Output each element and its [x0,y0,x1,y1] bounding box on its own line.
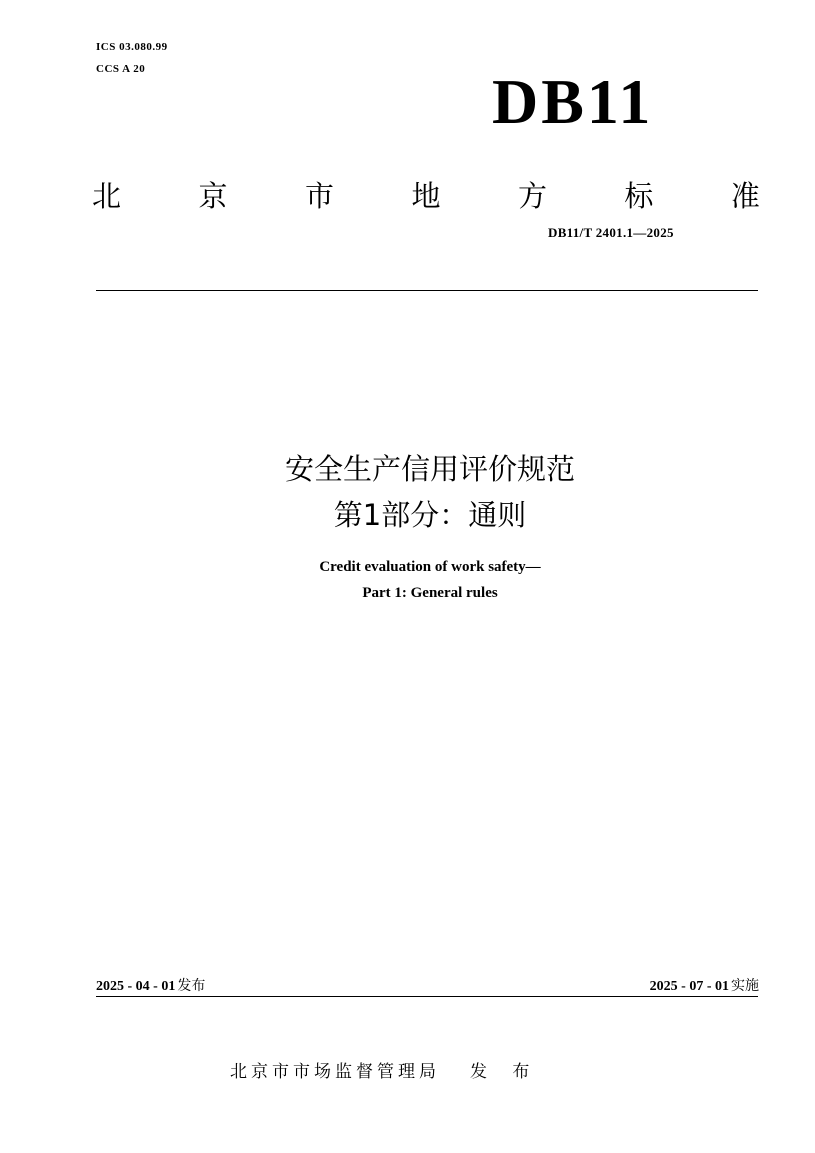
title-cn-line1: 安全生产信用评价规范 [284,452,575,486]
local-standard-heading [92,179,760,213]
ccs-code: CCS A 20 [96,63,146,75]
issue-date: 2025 - 04 - 01 [96,979,176,994]
bottom-divider [96,996,758,997]
heading-char: 准 [730,179,760,213]
title-en [0,554,815,606]
title-en-line2: Part 1: General rules [362,585,498,601]
publisher-name: 北京市市场监督管理局 [230,1062,440,1082]
heading-char: 方 [517,179,547,213]
standard-code-db11: DB11 [492,66,654,137]
title-en-line1: Credit evaluation of work safety— [319,559,541,575]
publisher-word: 发 布 [470,1062,540,1082]
title-block [0,446,815,606]
issue-label: 发布 [177,978,206,994]
heading-char: 市 [304,179,334,213]
heading-char: 地 [411,179,441,213]
ics-code: ICS 03.080.99 [96,41,168,53]
heading-char: 北 [92,179,122,213]
top-divider [96,290,758,291]
implement-label: 实施 [731,978,759,994]
issue-date-block [96,975,205,995]
implement-date-block [650,975,759,995]
implement-date: 2025 - 07 - 01 [649,979,729,994]
standard-number: DB11/T 2401.1—2025 [548,225,674,240]
heading-char: 京 [198,179,228,213]
heading-char: 标 [624,179,654,213]
publisher-line [230,1057,539,1082]
title-cn-line2: 第1部分：通则 [333,498,527,532]
